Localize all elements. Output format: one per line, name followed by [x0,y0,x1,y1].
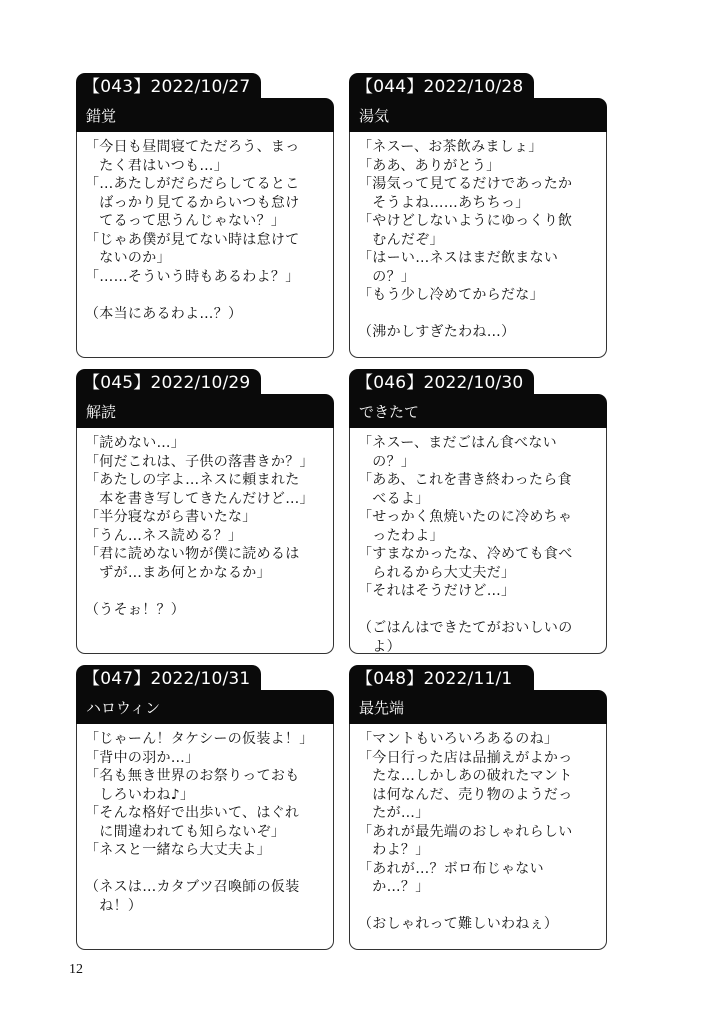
entry-dialogue-box [349,724,607,950]
dialogue-line: そうよね……あちちっ」 [358,194,530,211]
dialogue-line: に間違われても知らないぞ」 [85,823,286,840]
dialogue-line: 「名も無き世界のお祭りっておも [85,768,300,784]
dialogue-line: 「何だこれは、子供の落書きか？」 [85,453,314,470]
dialogue-line: たく君はいつも…」 [85,157,228,174]
entry-number-date-tab: 【046】2022/10/30 [349,369,534,397]
dialogue-line: ずが…まあ何とかなるか」 [85,564,271,581]
aside-line: （ごはんはできたてがおいしいの [358,620,573,636]
dialogue-line: 「あれが…？ボロ布じゃない [358,860,544,877]
dialogue-line: 「もう少し冷めてからだな」 [358,287,544,303]
dialogue-line: わよ？」 [358,842,430,858]
dialogue-line: 「読めない…」 [85,435,186,451]
dialogue-line: 「あたしの字よ…ネスに頼まれた [85,472,300,488]
dialogue-line: 「ああ、これを書き終わったら食 [358,472,572,488]
dialogue-line: 「せっかく魚焼いたのに冷めちゃ [358,509,573,525]
dialogue-line: 「ネスー、お茶飲みましょ」 [358,139,543,155]
dialogue-line: 「……そういう時もあるわよ？」 [85,268,300,285]
entry-title: 湯気 [349,98,607,132]
dialogue-line: 「それはそうだけど…」 [358,583,516,599]
dialogue-line: 「じゃあ僕が見てない時は怠けて [85,231,300,248]
dialogue-line: 「ネスー、まだごはん食べない [358,435,557,451]
dialogue-line: 「あれが最先端のおしゃれらしい [358,823,573,840]
entry-number-date-tab: 【043】2022/10/27 [76,73,261,101]
entry-title: 解読 [76,394,334,428]
page-number: 12 [69,962,83,977]
dialogue-line: 「…あたしがだらだらしてるとこ [85,176,300,192]
dialogue-line: 「今日行った店は品揃えがよかっ [358,749,573,766]
entry-dialogue-box [349,132,607,358]
dialogue-line: か…？」 [358,879,430,895]
dialogue-line: たな…しかしあの破れたマント [358,768,573,784]
dialogue-line: べるよ」 [358,490,430,507]
dialogue-line: 「そんな格好で出歩いて、はぐれ [85,805,300,821]
aside-line: よ） [358,638,401,655]
dialogue-line: 「今日も昼間寝てただろう、まっ [85,139,300,155]
entry-number-date-tab: 【044】2022/10/28 [349,73,534,101]
entry-number-date-tab: 【045】2022/10/29 [76,369,261,397]
dialogue-line: 「君に読めない物が僕に読めるは [85,546,300,562]
entry-number-date-tab: 【048】2022/11/1 [349,665,534,693]
blank-line [358,897,602,916]
aside-line: （ネスは…カタブツ召喚師の仮装 [85,879,300,895]
dialogue-line: の？」 [358,268,416,285]
dialogue-line: 「半分寝ながら書いたな」 [85,509,257,525]
entry-dialogue-box [76,428,334,654]
entry-title: 最先端 [349,690,607,724]
entry-title: 錯覚 [76,98,334,132]
dialogue-line: は何なんだ、売り物のようだっ [358,786,573,803]
entry-title: できたて [349,394,607,428]
entry-title: ハロウィン [76,690,334,724]
dialogue-line: ばっかり見てるからいつも怠け [85,194,300,211]
entry-dialogue-box [76,724,334,950]
aside-line: ね！） [85,897,143,914]
dialogue-line: たが…」 [358,805,430,821]
dialogue-line: ないのか」 [85,250,171,266]
blank-line [85,286,329,305]
blank-line [85,582,329,601]
entry-number-date-tab: 【047】2022/10/31 [76,665,261,693]
dialogue-line: 「はーい…ネスはまだ飲まない [358,250,559,266]
aside-line: （おしゃれって難しいわねぇ） [358,916,559,932]
dialogue-line: 本を書き写してきたんだけど…」 [85,490,314,507]
dialogue-line: しろいわね♪」 [85,786,195,803]
dialogue-line: の？」 [358,453,416,470]
dialogue-line: 「じゃーん！タケシーの仮装よ！」 [85,731,314,747]
dialogue-line: 「湯気って見てるだけであったか [358,176,573,192]
dialogue-line: 「やけどしないようにゆっくり飲 [358,213,573,229]
dialogue-line: 「ネスと一緒なら大丈夫よ」 [85,842,271,858]
dialogue-line: ったわよ」 [358,527,444,544]
aside-line: （本当にあるわよ…？） [85,305,243,322]
entry-dialogue-box [349,428,607,654]
blank-line [85,860,329,879]
dialogue-line: 「ああ、ありがとう」 [358,157,501,174]
blank-line [358,305,602,324]
dialogue-line: てるって思うんじゃない？」 [85,213,286,229]
entry-dialogue-box [76,132,334,358]
dialogue-line: 「うん…ネス読める？」 [85,527,243,544]
dialogue-line: 「すまなかったな、冷めても食べ [358,546,573,562]
aside-line: （うそぉ！？） [85,601,186,618]
dialogue-line: むんだぞ」 [358,231,444,248]
aside-line: （沸かしすぎたわね…） [358,324,516,340]
dialogue-line: 「背中の羽か…」 [85,749,200,766]
dialogue-line: られるから大丈夫だ」 [358,564,516,581]
blank-line [358,601,602,620]
dialogue-line: 「マントもいろいろあるのね」 [358,731,559,747]
